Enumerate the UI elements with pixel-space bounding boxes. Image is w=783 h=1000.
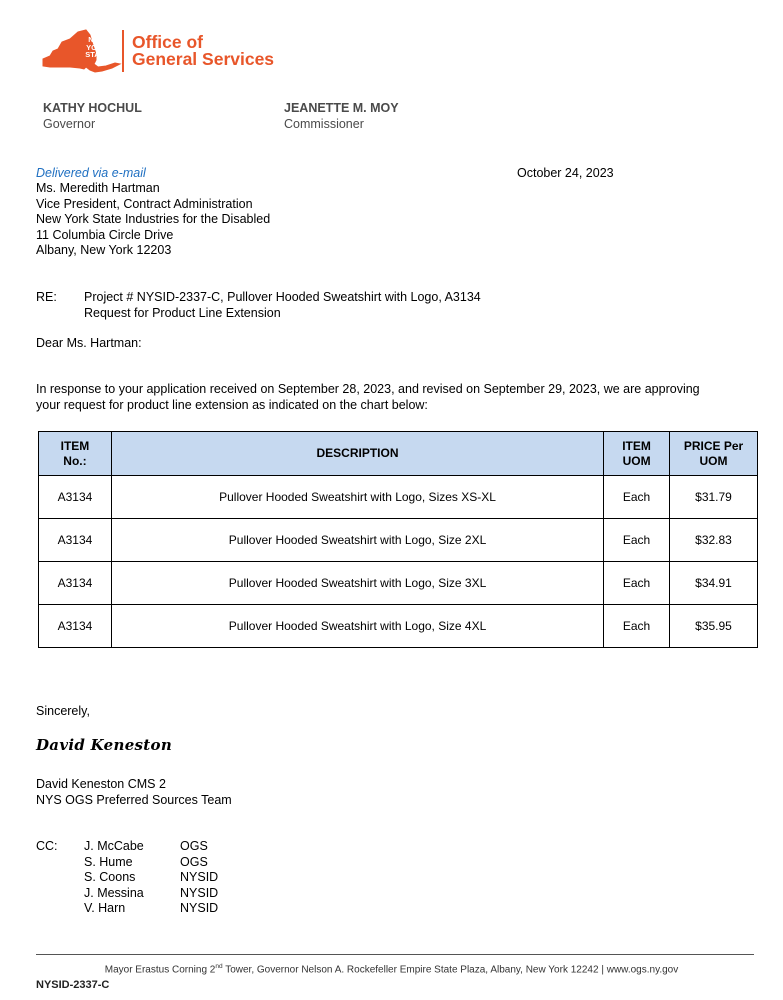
cell-uom: Each (604, 476, 670, 519)
cell-description: Pullover Hooded Sweatshirt with Logo, Size 3XL (111, 562, 603, 605)
cc-org: OGS (180, 839, 208, 853)
cell-price: $35.95 (670, 605, 758, 648)
address-line: New York State Industries for the Disabled (36, 212, 271, 227)
cell-price: $34.91 (670, 562, 758, 605)
cc-name: S. Hume (84, 854, 133, 869)
cc-org: NYSID (180, 901, 219, 916)
cc-org: NYSID (180, 885, 219, 900)
cell-item: A3134 (39, 562, 112, 605)
footer-separator: | (601, 964, 604, 976)
signer-block (36, 777, 232, 808)
logo-divider (122, 30, 124, 72)
cell-price: $31.79 (670, 476, 758, 519)
cc-name: V. Harn (84, 901, 126, 916)
letter-date: October 24, 2023 (517, 166, 614, 180)
cell-description: Pullover Hooded Sweatshirt with Logo, Sizes XS-XL (111, 476, 603, 519)
header-description: DESCRIPTION (111, 432, 603, 476)
body-paragraph: In response to your application received on September 28, 2023, and revised on September 29, 2023, we are approving your request for product line extension as indicated on the chart below: (36, 382, 700, 412)
cell-item: A3134 (39, 476, 112, 519)
delivery-method: Delivered via e-mail (36, 166, 146, 180)
address-line: Vice President, Contract Administration (36, 196, 253, 211)
header-price-per-uom: PRICE Per UOM (670, 432, 758, 476)
table-row (39, 476, 758, 519)
governor-name: KATHY HOCHUL (43, 101, 142, 115)
governor-block (43, 100, 142, 132)
re-subject (84, 290, 481, 321)
cell-description: Pullover Hooded Sweatshirt with Logo, Size 2XL (111, 519, 603, 562)
signer-line: NYS OGS Preferred Sources Team (36, 792, 232, 807)
closing-sincerely: Sincerely, (36, 704, 90, 718)
header-item-uom: ITEM UOM (604, 432, 670, 476)
cc-org: NYSID (180, 870, 219, 885)
address-line: Ms. Meredith Hartman (36, 181, 160, 195)
agency-name: Office of General Services (132, 32, 275, 69)
re-label: RE: (36, 290, 57, 304)
header-item-no: ITEM No.: (39, 432, 112, 476)
table-row (39, 605, 758, 648)
logo-state-text: NEW YORK STATE (85, 35, 109, 59)
commissioner-block (284, 100, 399, 132)
footer-divider (36, 954, 754, 955)
cc-label: CC: (36, 839, 58, 853)
cell-uom: Each (604, 562, 670, 605)
footer-address: Mayor Erastus Corning 2nd Tower, Governor Nelson A. Rockefeller Empire State Plaza, Albany, New York 12242 | www.ogs.ny.gov (104, 963, 679, 976)
footer-website-link[interactable]: www.ogs.ny.gov (606, 964, 679, 976)
product-chart-table (38, 431, 758, 648)
commissioner-name: JEANETTE M. MOY (284, 101, 399, 115)
document-reference: NYSID-2337-C (36, 979, 110, 991)
cc-name: J. Messina (84, 885, 144, 900)
cell-price: $32.83 (670, 519, 758, 562)
recipient-address (36, 181, 270, 259)
cell-uom: Each (604, 605, 670, 648)
commissioner-title: Commissioner (284, 117, 364, 131)
cc-orgs (180, 839, 218, 917)
cc-names (84, 839, 144, 917)
cell-uom: Each (604, 519, 670, 562)
signature: David Keneston (36, 736, 173, 754)
re-line: Request for Product Line Extension (84, 305, 281, 320)
signer-line: David Keneston CMS 2 (36, 777, 166, 791)
cell-item: A3134 (39, 605, 112, 648)
cc-name: S. Coons (84, 870, 136, 885)
cc-name: J. McCabe (84, 839, 144, 853)
cc-org: OGS (180, 854, 208, 869)
salutation: Dear Ms. Hartman: (36, 336, 142, 350)
re-line: Project # NYSID-2337-C, Pullover Hooded Sweatshirt with Logo, A3134 (84, 290, 481, 304)
ogs-logo (40, 26, 280, 76)
table-header-row (39, 432, 758, 476)
address-line: Albany, New York 12203 (36, 243, 172, 258)
table-row (39, 562, 758, 605)
address-line: 11 Columbia Circle Drive (36, 227, 174, 242)
cell-description: Pullover Hooded Sweatshirt with Logo, Size 4XL (111, 605, 603, 648)
governor-title: Governor (43, 117, 96, 131)
table-row (39, 519, 758, 562)
cell-item: A3134 (39, 519, 112, 562)
